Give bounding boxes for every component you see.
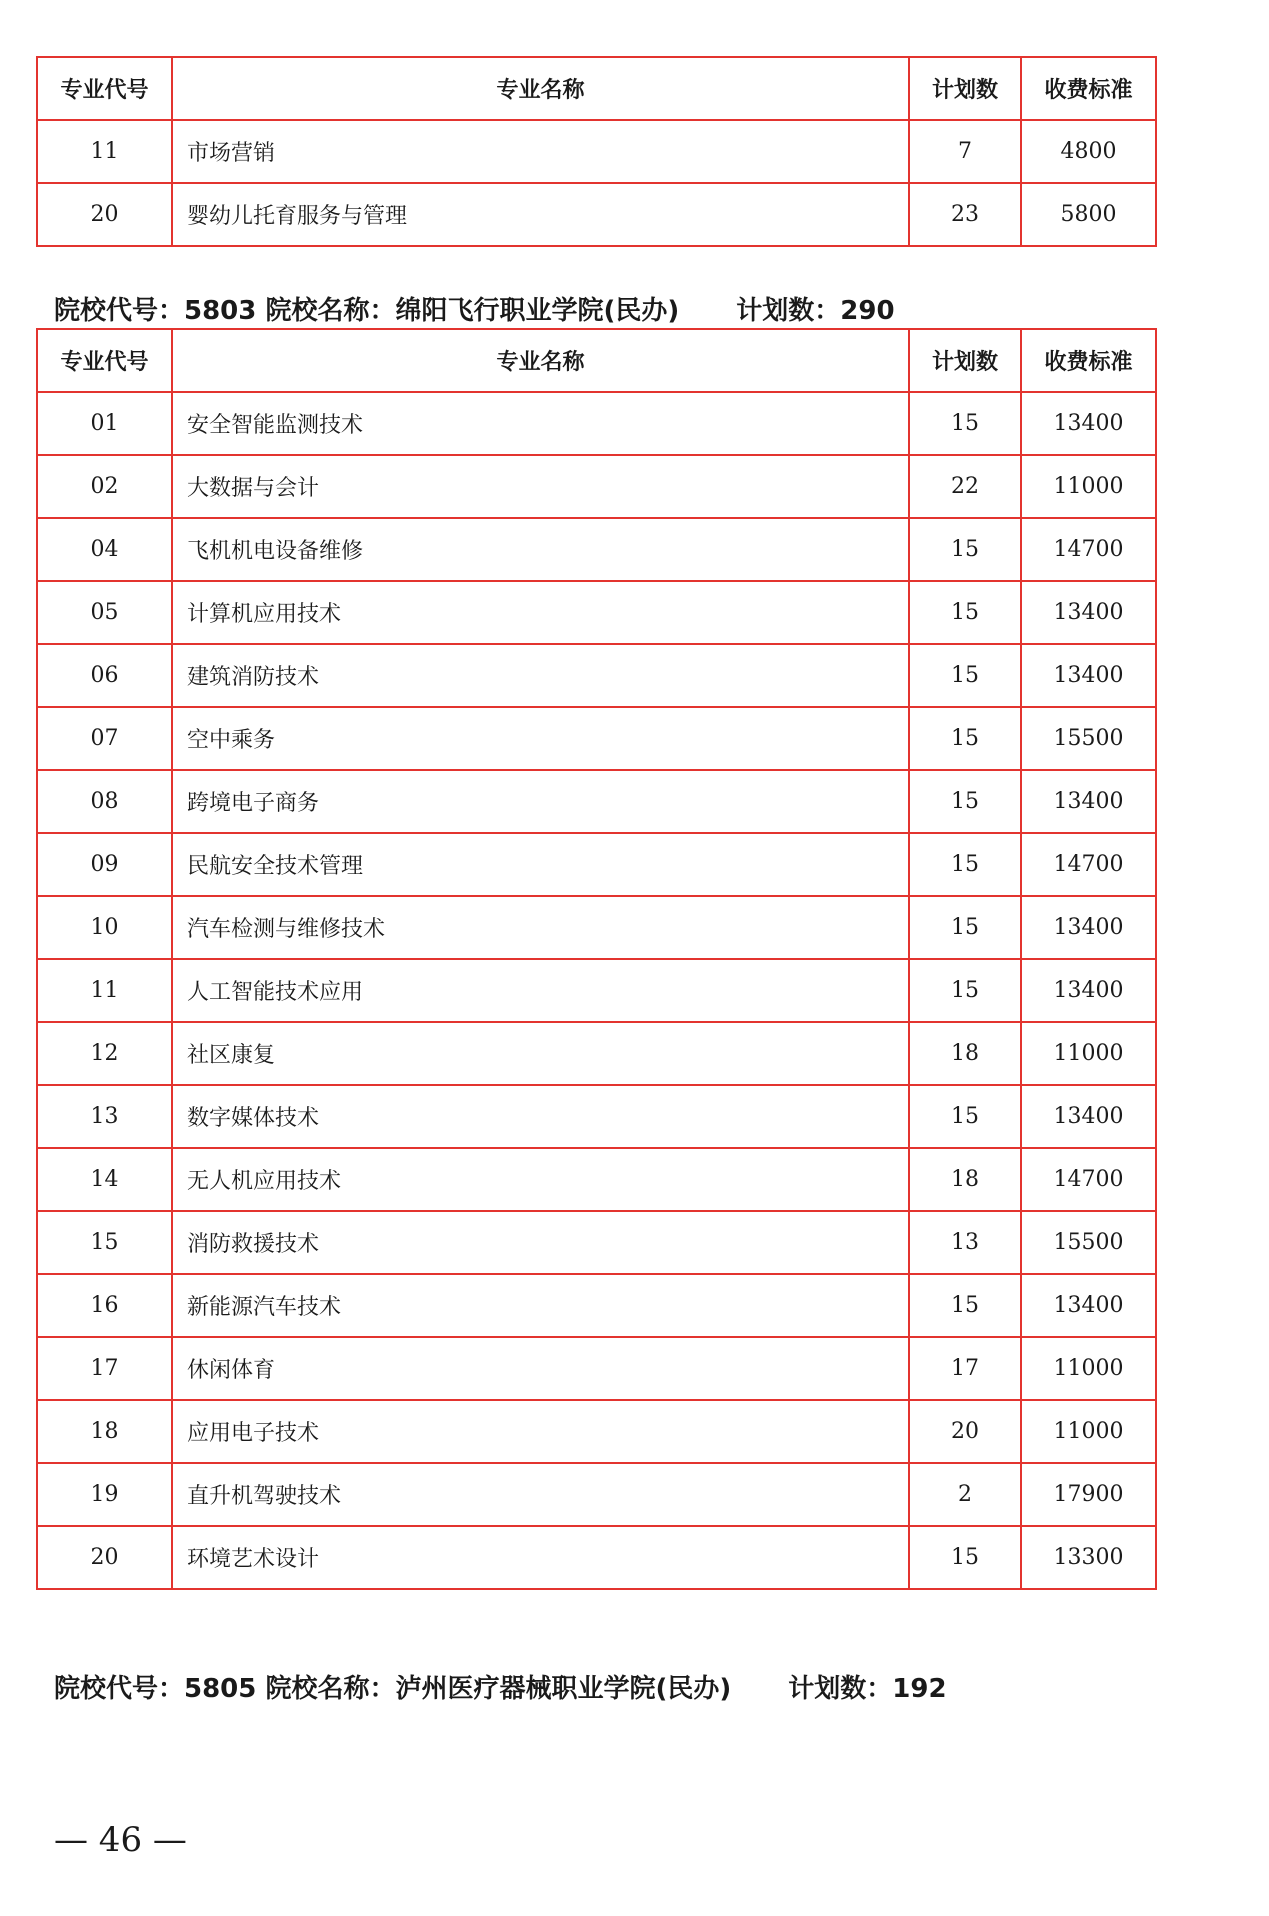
major-code: 11 (37, 120, 172, 183)
major-name: 环境艺术设计 (172, 1526, 909, 1589)
table-row (37, 1337, 1156, 1400)
table-header-row (37, 57, 1156, 120)
major-name: 市场营销 (172, 120, 909, 183)
plan-count: 17 (909, 1337, 1021, 1400)
major-code: 20 (37, 183, 172, 246)
major-name: 安全智能监测技术 (172, 392, 909, 455)
tuition: 13400 (1021, 644, 1156, 707)
major-name: 无人机应用技术 (172, 1148, 909, 1211)
major-name: 民航安全技术管理 (172, 833, 909, 896)
plan-count: 15 (909, 896, 1021, 959)
major-name: 飞机机电设备维修 (172, 518, 909, 581)
table-row (37, 896, 1156, 959)
plan-count: 15 (909, 707, 1021, 770)
major-name: 人工智能技术应用 (172, 959, 909, 1022)
table-row (37, 1211, 1156, 1274)
tuition: 11000 (1021, 1022, 1156, 1085)
table-row (37, 1085, 1156, 1148)
header-plan-count: 计划数 (909, 57, 1021, 120)
table-row (37, 1022, 1156, 1085)
major-code: 15 (37, 1211, 172, 1274)
major-code: 16 (37, 1274, 172, 1337)
plan-count: 15 (909, 518, 1021, 581)
major-code: 04 (37, 518, 172, 581)
major-code: 12 (37, 1022, 172, 1085)
header-major-name: 专业名称 (172, 329, 909, 392)
table-row (37, 518, 1156, 581)
plan-count: 15 (909, 833, 1021, 896)
plan-count: 15 (909, 1274, 1021, 1337)
tuition: 14700 (1021, 1148, 1156, 1211)
plan-count: 15 (909, 581, 1021, 644)
major-name: 休闲体育 (172, 1337, 909, 1400)
major-name: 数字媒体技术 (172, 1085, 909, 1148)
major-name: 新能源汽车技术 (172, 1274, 909, 1337)
table-row (37, 392, 1156, 455)
tuition: 15500 (1021, 1211, 1156, 1274)
tuition: 13400 (1021, 392, 1156, 455)
tuition: 13400 (1021, 1274, 1156, 1337)
major-code: 08 (37, 770, 172, 833)
major-code: 07 (37, 707, 172, 770)
major-code: 11 (37, 959, 172, 1022)
table-header-row (37, 329, 1156, 392)
tuition: 17900 (1021, 1463, 1156, 1526)
tuition: 13400 (1021, 896, 1156, 959)
plan-count: 22 (909, 455, 1021, 518)
table-row (37, 1148, 1156, 1211)
plan-count: 15 (909, 1085, 1021, 1148)
tuition: 13400 (1021, 1085, 1156, 1148)
major-code: 14 (37, 1148, 172, 1211)
major-code: 01 (37, 392, 172, 455)
major-table-previous-school (36, 56, 1157, 247)
major-name: 应用电子技术 (172, 1400, 909, 1463)
tuition: 14700 (1021, 518, 1156, 581)
header-plan-count: 计划数 (909, 329, 1021, 392)
school-name: 院校名称：泸州医疗器械职业学院(民办) (265, 1674, 732, 1704)
table-row (37, 1526, 1156, 1589)
header-tuition: 收费标准 (1021, 329, 1156, 392)
major-code: 10 (37, 896, 172, 959)
header-major-code: 专业代号 (37, 57, 172, 120)
major-code: 19 (37, 1463, 172, 1526)
table-row (37, 1274, 1156, 1337)
page-number: — 46 — (54, 1820, 187, 1860)
major-code: 20 (37, 1526, 172, 1589)
major-code: 02 (37, 455, 172, 518)
table-row (37, 644, 1156, 707)
tuition: 14700 (1021, 833, 1156, 896)
school-info-5805 (54, 1668, 947, 1705)
major-name: 空中乘务 (172, 707, 909, 770)
major-code: 13 (37, 1085, 172, 1148)
school-plan-total: 计划数：192 (788, 1674, 947, 1704)
table-row (37, 1400, 1156, 1463)
tuition: 13400 (1021, 581, 1156, 644)
header-major-code: 专业代号 (37, 329, 172, 392)
plan-count: 7 (909, 120, 1021, 183)
plan-count: 23 (909, 183, 1021, 246)
major-code: 17 (37, 1337, 172, 1400)
school-name: 院校名称：绵阳飞行职业学院(民办) (265, 296, 680, 326)
table-row (37, 833, 1156, 896)
major-name: 建筑消防技术 (172, 644, 909, 707)
major-name: 社区康复 (172, 1022, 909, 1085)
plan-count: 13 (909, 1211, 1021, 1274)
major-name: 汽车检测与维修技术 (172, 896, 909, 959)
tuition: 11000 (1021, 1337, 1156, 1400)
school-info-5803 (54, 290, 895, 327)
tuition: 5800 (1021, 183, 1156, 246)
major-name: 消防救援技术 (172, 1211, 909, 1274)
tuition: 11000 (1021, 1400, 1156, 1463)
major-name: 直升机驾驶技术 (172, 1463, 909, 1526)
tuition: 13300 (1021, 1526, 1156, 1589)
plan-count: 20 (909, 1400, 1021, 1463)
table-row (37, 120, 1156, 183)
table-row (37, 959, 1156, 1022)
major-name: 跨境电子商务 (172, 770, 909, 833)
table-row (37, 455, 1156, 518)
plan-count: 15 (909, 770, 1021, 833)
school-code: 院校代号：5803 (54, 296, 257, 326)
plan-count: 18 (909, 1022, 1021, 1085)
header-tuition: 收费标准 (1021, 57, 1156, 120)
tuition: 4800 (1021, 120, 1156, 183)
plan-count: 2 (909, 1463, 1021, 1526)
plan-count: 15 (909, 392, 1021, 455)
table-row (37, 581, 1156, 644)
tuition: 13400 (1021, 770, 1156, 833)
table-row (37, 1463, 1156, 1526)
major-code: 06 (37, 644, 172, 707)
tuition: 13400 (1021, 959, 1156, 1022)
major-name: 计算机应用技术 (172, 581, 909, 644)
major-name: 大数据与会计 (172, 455, 909, 518)
school-code: 院校代号：5805 (54, 1674, 257, 1704)
major-code: 18 (37, 1400, 172, 1463)
header-major-name: 专业名称 (172, 57, 909, 120)
plan-count: 15 (909, 644, 1021, 707)
major-code: 09 (37, 833, 172, 896)
major-code: 05 (37, 581, 172, 644)
tuition: 15500 (1021, 707, 1156, 770)
major-table-5803 (36, 328, 1157, 1590)
table-row (37, 707, 1156, 770)
plan-count: 15 (909, 1526, 1021, 1589)
table-row (37, 770, 1156, 833)
table-row (37, 183, 1156, 246)
plan-count: 18 (909, 1148, 1021, 1211)
plan-count: 15 (909, 959, 1021, 1022)
tuition: 11000 (1021, 455, 1156, 518)
major-name: 婴幼儿托育服务与管理 (172, 183, 909, 246)
school-plan-total: 计划数：290 (736, 296, 895, 326)
